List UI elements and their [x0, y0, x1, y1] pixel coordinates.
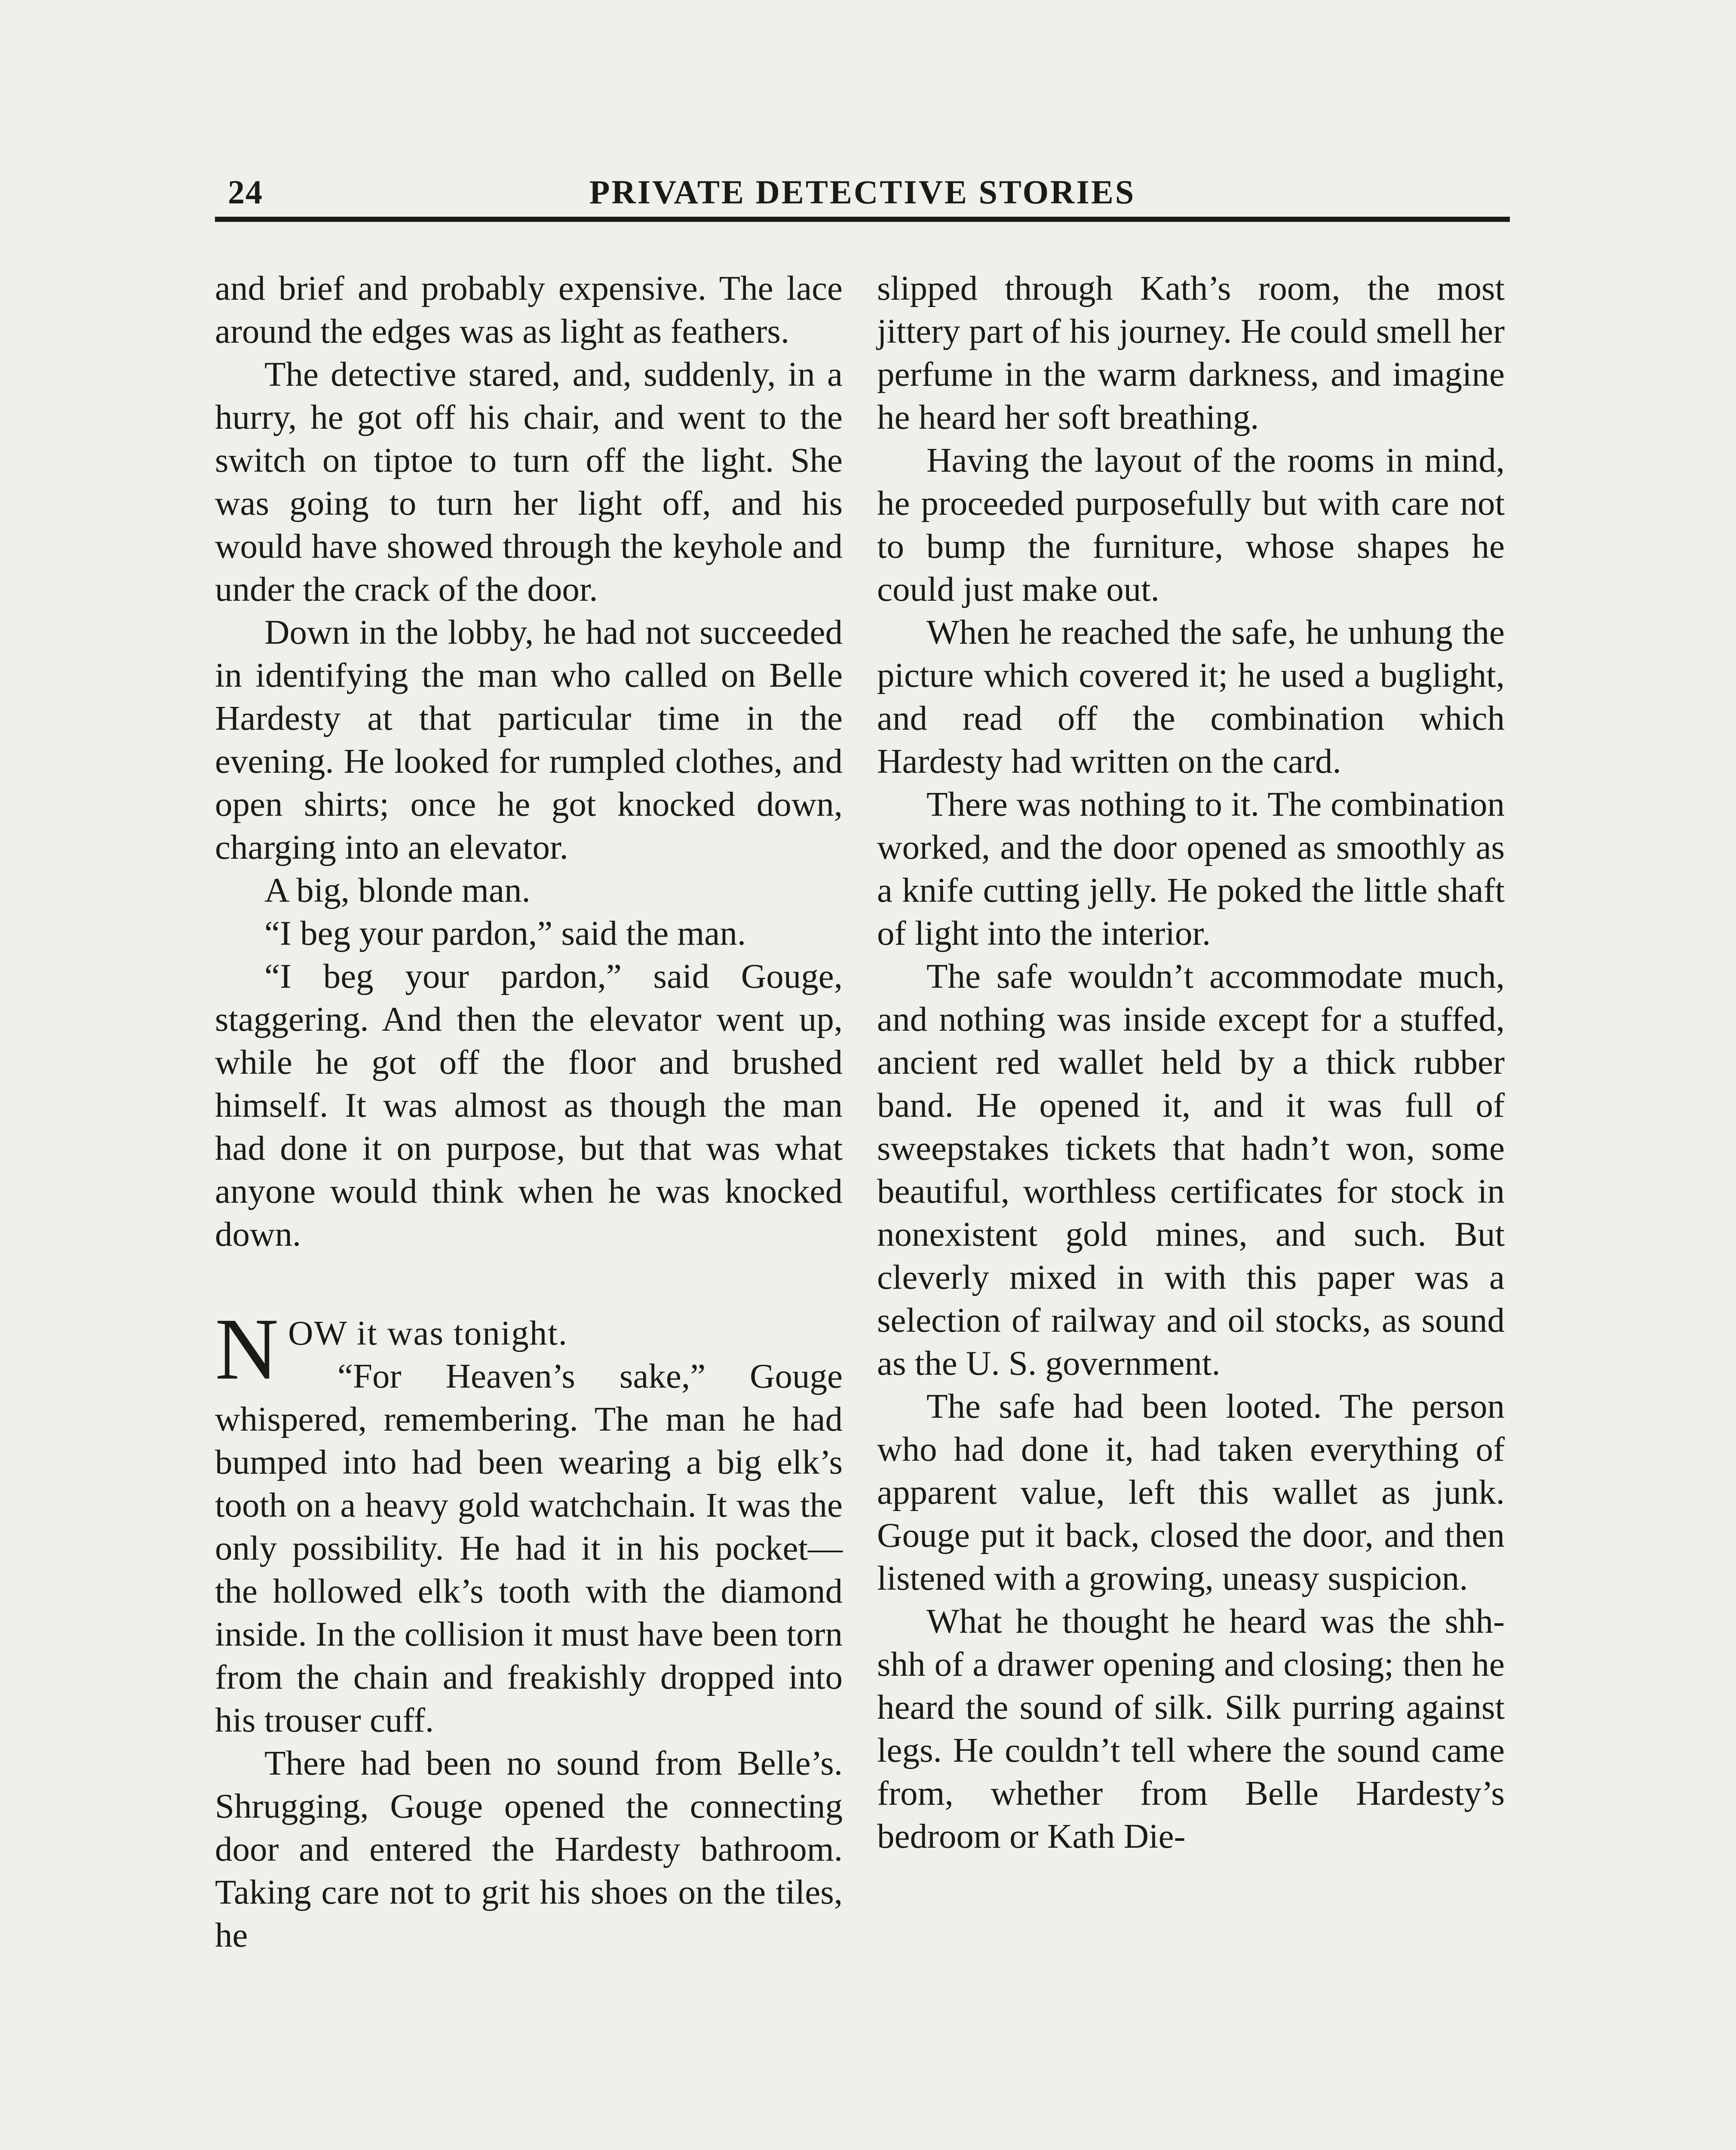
paragraph: The detective stared, and, suddenly, in a hurry, he got off his chair, and went to the switch on tiptoe to turn off the light. She was going to turn her light off, and his would have showed through the keyhole and under the crack of the door.: [215, 355, 843, 608]
paragraph: There was nothing to it. The combination worked, and the door opened as smoothly as a knife cutting jelly. He poked the little shaft of light into the interior.: [877, 785, 1505, 952]
section-break: [215, 1256, 843, 1312]
paragraph: and brief and probably expensive. The lace around the edges was as light as feathers.: [215, 269, 843, 350]
left-column: [215, 267, 843, 1956]
paragraph: “For Heaven’s sake,” Gouge whispered, remembering. The man he had bumped into had been wearing a big elk’s tooth on a heavy gold watchchain. It was the only possibility. He had it in his pocket— the hollowed elk’s tooth with the diamond inside. In the collision it must have been torn from the chain and freakishly dropped into his trouser cuff.: [215, 1357, 843, 1739]
paragraph: What he thought he heard was the shh-shh of a drawer opening and closing; then he heard the sound of silk. Silk purring against legs. He couldn’t tell where the sound came from, whether from Belle Hardesty’s bedroom or Kath Die-: [877, 1602, 1505, 1855]
paragraph: slipped through Kath’s room, the most jittery part of his journey. He could smell her perfume in the warm darkness, and imagine he heard her soft breathing.: [877, 269, 1505, 436]
paragraph: Down in the lobby, he had not succeeded in identifying the man who called on Belle Hardesty at that particular time in the evening. He looked for rumpled clothes, and open shirts; once he got knocked down, charging into an elevator.: [215, 613, 843, 866]
right-column: [877, 267, 1505, 1858]
running-title: PRIVATE DETECTIVE STORIES: [589, 173, 1136, 211]
paragraph: A big, blonde man.: [264, 871, 531, 909]
section-lead: OW it was tonight.: [288, 1314, 568, 1352]
paragraph: “I beg your pardon,” said Gouge, staggering. And then the elevator went up, while he got off the floor and brushed himself. It was almost as though the man had done it on purpose, but that was what anyone would think when he was knocked down.: [215, 957, 843, 1253]
paragraph: There had been no sound from Belle’s. Shrugging, Gouge opened the connecting door and entered the Hardesty bathroom. Taking care not to grit his shoes on the tiles, he: [215, 1744, 843, 1954]
paragraph: The safe wouldn’t accommodate much, and nothing was inside except for a stuffed, ancient red wallet held by a thick rubber band. He opened it, and it was full of sweepstakes tickets that hadn’t won, some beautiful, worthless certificates for stock in nonexistent gold mines, and such. But cleverly mixed in with this paper was a selection of railway and oil stocks, as sound as the U. S. government.: [877, 957, 1505, 1382]
paragraph: “I beg your pardon,” said the man.: [264, 914, 746, 952]
paragraph: Having the layout of the rooms in mind, he proceeded purposefully but with care not to bump the furniture, whose shapes he could just make out.: [877, 441, 1505, 608]
header-rule: [215, 217, 1510, 222]
paragraph: The safe had been looted. The person who had done it, had taken everything of apparent value, left this wallet as junk. Gouge put it back, closed the door, and then listened with a growing, uneasy suspicion.: [877, 1387, 1505, 1597]
section-opening: [215, 1300, 843, 1398]
drop-cap: N: [215, 1300, 279, 1398]
page-header: [215, 169, 1510, 224]
paragraph: When he reached the safe, he unhung the picture which covered it; he used a buglight, and read off the combination which Hardesty had written on the card.: [877, 613, 1505, 780]
page-number: 24: [228, 173, 263, 211]
